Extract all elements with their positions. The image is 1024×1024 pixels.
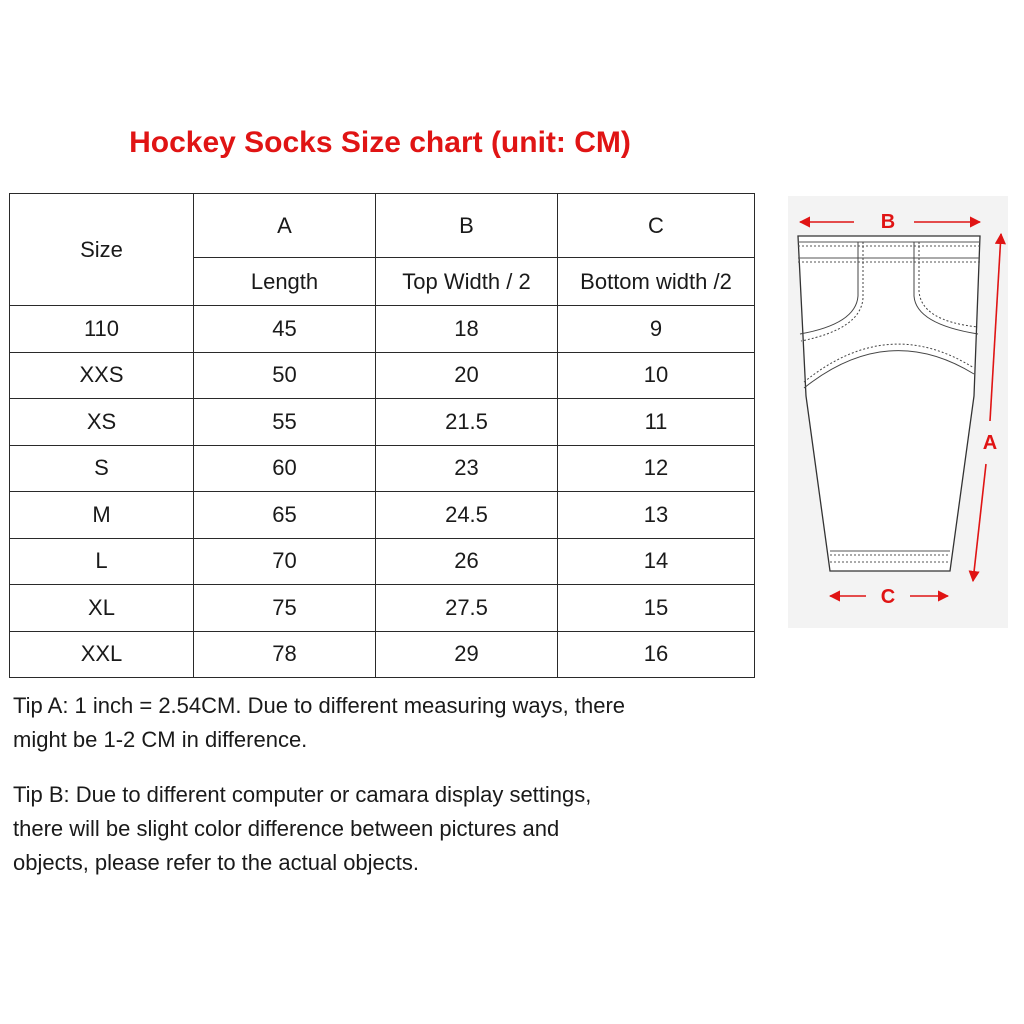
label-a: A	[982, 432, 998, 454]
size-table	[9, 193, 755, 678]
top-width-cell: 21.5	[376, 399, 558, 446]
sock-measurement-diagram	[788, 196, 1008, 628]
size-cell: M	[10, 492, 194, 539]
bottom-width-cell: 16	[558, 631, 755, 678]
column-letter-a: A	[194, 194, 376, 258]
a-arrow-up	[990, 234, 1001, 421]
tip-b-line-1: Tip B: Due to different computer or camara display settings,	[13, 782, 592, 807]
table-row	[10, 538, 755, 585]
table-row	[10, 352, 755, 399]
top-width-cell: 29	[376, 631, 558, 678]
table-row	[10, 306, 755, 353]
tip-b-line-3: objects, please refer to the actual objects.	[13, 850, 420, 875]
top-width-cell: 26	[376, 538, 558, 585]
length-cell: 65	[194, 492, 376, 539]
bottom-width-cell: 11	[558, 399, 755, 446]
table-row	[10, 631, 755, 678]
column-letter-b: B	[376, 194, 558, 258]
column-label-bottom-width: Bottom width /2	[558, 258, 755, 306]
length-cell: 60	[194, 445, 376, 492]
top-width-cell: 27.5	[376, 585, 558, 632]
tip-b	[13, 778, 773, 880]
length-cell: 70	[194, 538, 376, 585]
tip-b-line-2: there will be slight color difference between pictures and	[13, 816, 560, 841]
column-label-top-width: Top Width / 2	[376, 258, 558, 306]
length-cell: 55	[194, 399, 376, 446]
size-cell: XS	[10, 399, 194, 446]
size-cell: XL	[10, 585, 194, 632]
bottom-width-cell: 12	[558, 445, 755, 492]
table-row	[10, 445, 755, 492]
tip-a-line-2: might be 1-2 CM in difference.	[13, 727, 308, 752]
size-header: Size	[10, 194, 194, 306]
table-row	[10, 399, 755, 446]
label-b: B	[880, 211, 896, 233]
bottom-width-cell: 14	[558, 538, 755, 585]
top-width-cell: 18	[376, 306, 558, 353]
bottom-width-cell: 10	[558, 352, 755, 399]
label-c: C	[880, 586, 896, 608]
column-label-length: Length	[194, 258, 376, 306]
size-cell: S	[10, 445, 194, 492]
sock-outline	[798, 236, 980, 571]
size-cell: XXL	[10, 631, 194, 678]
column-letter-c: C	[558, 194, 755, 258]
length-cell: 45	[194, 306, 376, 353]
chart-title: Hockey Socks Size chart (unit: CM)	[129, 126, 631, 159]
top-width-cell: 23	[376, 445, 558, 492]
length-cell: 78	[194, 631, 376, 678]
top-width-cell: 20	[376, 352, 558, 399]
size-cell: 110	[10, 306, 194, 353]
table-row	[10, 585, 755, 632]
size-cell: L	[10, 538, 194, 585]
tip-a-line-1: Tip A: 1 inch = 2.54CM. Due to different measuring ways, there	[13, 693, 626, 718]
table-header-row	[10, 194, 755, 258]
table-row	[10, 492, 755, 539]
a-arrow-down	[973, 464, 986, 581]
size-cell: XXS	[10, 352, 194, 399]
top-width-cell: 24.5	[376, 492, 558, 539]
bottom-width-cell: 15	[558, 585, 755, 632]
bottom-width-cell: 13	[558, 492, 755, 539]
sock-illustration	[788, 196, 1008, 628]
length-cell: 75	[194, 585, 376, 632]
length-cell: 50	[194, 352, 376, 399]
tip-a	[13, 689, 773, 757]
bottom-width-cell: 9	[558, 306, 755, 353]
